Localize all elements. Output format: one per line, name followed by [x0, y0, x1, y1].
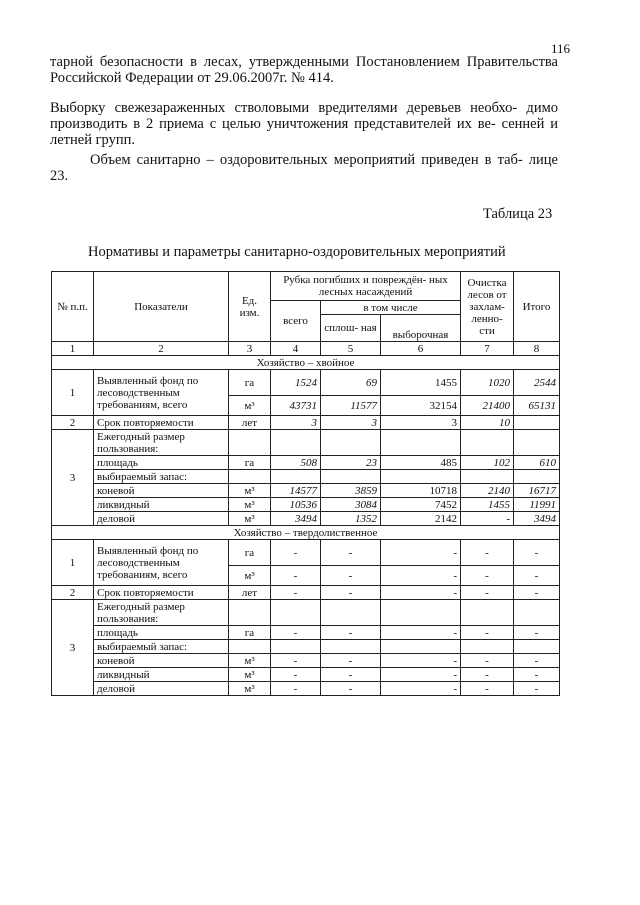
value-cell: 11991	[514, 498, 560, 512]
value-cell: -	[271, 566, 321, 586]
row-label-repeat: Срок повторяемости	[94, 416, 229, 430]
empty-cell	[514, 430, 560, 456]
value-cell: -	[514, 626, 560, 640]
column-number: 3	[229, 342, 271, 356]
value-cell: -	[271, 654, 321, 668]
value-cell: -	[514, 654, 560, 668]
value-cell: 1455	[461, 498, 514, 512]
paragraph-3: Объем санитарно – оздоровительных мероприятий приведен в таб- лице 23.	[50, 152, 558, 184]
value-cell: -	[461, 654, 514, 668]
column-number: 6	[381, 342, 461, 356]
value-cell: -	[514, 566, 560, 586]
value-cell: 508	[271, 456, 321, 470]
value-cell: 1455	[381, 370, 461, 396]
value-cell: -	[381, 566, 461, 586]
empty-cell	[514, 640, 560, 654]
table-label: Таблица 23	[483, 206, 553, 222]
norms-table	[51, 271, 560, 696]
value-cell: 16717	[514, 484, 560, 498]
value-cell: 3	[381, 416, 461, 430]
value-cell: -	[321, 626, 381, 640]
header-itogo: Итого	[514, 272, 560, 342]
row-label-repeat: Срок повторяемости	[94, 586, 229, 600]
header-total: всего	[271, 301, 321, 342]
unit-cell: га	[229, 456, 271, 470]
value-cell: -	[381, 654, 461, 668]
value-cell: -	[461, 586, 514, 600]
empty-cell	[229, 470, 271, 484]
header-felling: Рубка погибших и повреждён- ных лесных насаждений	[271, 272, 461, 301]
value-cell: 32154	[381, 396, 461, 416]
empty-cell	[461, 430, 514, 456]
unit-cell: м³	[229, 484, 271, 498]
unit-cell: м³	[229, 566, 271, 586]
row-label-volume-type: ликвидный	[94, 498, 229, 512]
value-cell: -	[514, 668, 560, 682]
row-label-volume-type: ликвидный	[94, 668, 229, 682]
value-cell: 69	[321, 370, 381, 396]
unit-cell: га	[229, 540, 271, 566]
unit-cell: га	[229, 370, 271, 396]
section-title: Хозяйство – твердолиственное	[52, 526, 560, 540]
unit-cell: м³	[229, 682, 271, 696]
value-cell: 2140	[461, 484, 514, 498]
value-cell: -	[321, 540, 381, 566]
empty-cell	[381, 640, 461, 654]
value-cell: 1020	[461, 370, 514, 396]
column-number: 8	[514, 342, 560, 356]
unit-cell: м³	[229, 668, 271, 682]
value-cell: 3	[271, 416, 321, 430]
value-cell: 3494	[271, 512, 321, 526]
header-num: № п.п.	[52, 272, 94, 342]
empty-cell	[381, 600, 461, 626]
header-selective: выборочная	[381, 315, 461, 342]
row-number: 3	[52, 600, 94, 696]
row-number: 1	[52, 370, 94, 416]
value-cell: -	[271, 682, 321, 696]
row-label-volume: выбираемый запас:	[94, 640, 229, 654]
value-cell: -	[461, 566, 514, 586]
value-cell: -	[321, 586, 381, 600]
value-cell: 7452	[381, 498, 461, 512]
row-number: 3	[52, 430, 94, 526]
value-cell: -	[461, 540, 514, 566]
header-cleanup: Очистка лесов от захлам- ленно- сти	[461, 272, 514, 342]
value-cell: 1524	[271, 370, 321, 396]
value-cell: -	[381, 682, 461, 696]
value-cell: 2142	[381, 512, 461, 526]
empty-cell	[271, 430, 321, 456]
value-cell: -	[271, 586, 321, 600]
value-cell	[514, 416, 560, 430]
header-including: в том числе	[321, 301, 461, 315]
empty-cell	[271, 470, 321, 484]
unit-cell: лет	[229, 416, 271, 430]
empty-cell	[381, 430, 461, 456]
unit-cell: м³	[229, 498, 271, 512]
value-cell: -	[271, 540, 321, 566]
value-cell: -	[461, 682, 514, 696]
table-title: Нормативы и параметры санитарно-оздоровительных мероприятий	[88, 244, 506, 260]
row-label-area: площадь	[94, 626, 229, 640]
header-unit: Ед. изм.	[229, 272, 271, 342]
value-cell: -	[321, 654, 381, 668]
value-cell: 14577	[271, 484, 321, 498]
value-cell: 21400	[461, 396, 514, 416]
section-title: Хозяйство – хвойное	[52, 356, 560, 370]
empty-cell	[461, 600, 514, 626]
unit-cell: м³	[229, 396, 271, 416]
row-label-volume-type: коневой	[94, 484, 229, 498]
empty-cell	[321, 640, 381, 654]
value-cell: 10718	[381, 484, 461, 498]
empty-cell	[461, 640, 514, 654]
empty-cell	[271, 600, 321, 626]
empty-cell	[381, 470, 461, 484]
value-cell: 3	[321, 416, 381, 430]
column-number: 2	[94, 342, 229, 356]
value-cell: -	[381, 586, 461, 600]
empty-cell	[321, 600, 381, 626]
unit-cell: га	[229, 626, 271, 640]
row-label-area: площадь	[94, 456, 229, 470]
empty-cell	[321, 470, 381, 484]
row-label-volume: выбираемый запас:	[94, 470, 229, 484]
row-label-fund: Выявленный фонд по лесоводственным требованиям, всего	[94, 370, 229, 416]
paragraph-2: Выборку свежезараженных стволовыми вредителями деревьев необхо- димо производить в 2 приема с целью уничтожения представителей их ве- сенней и летней групп.	[50, 100, 558, 148]
value-cell: 2544	[514, 370, 560, 396]
value-cell: 10	[461, 416, 514, 430]
value-cell: 102	[461, 456, 514, 470]
value-cell: -	[514, 540, 560, 566]
value-cell: -	[381, 626, 461, 640]
value-cell: 3494	[514, 512, 560, 526]
empty-cell	[229, 430, 271, 456]
page-number: 116	[551, 41, 571, 56]
row-label-annual: Ежегодный размер пользования:	[94, 600, 229, 626]
value-cell: -	[381, 668, 461, 682]
value-cell: 610	[514, 456, 560, 470]
value-cell: 3084	[321, 498, 381, 512]
value-cell: 10536	[271, 498, 321, 512]
unit-cell: лет	[229, 586, 271, 600]
column-number: 4	[271, 342, 321, 356]
unit-cell: м³	[229, 654, 271, 668]
value-cell: -	[461, 668, 514, 682]
value-cell: -	[461, 512, 514, 526]
row-label-volume-type: деловой	[94, 512, 229, 526]
unit-cell: м³	[229, 512, 271, 526]
value-cell: -	[461, 626, 514, 640]
empty-cell	[461, 470, 514, 484]
empty-cell	[271, 640, 321, 654]
row-number: 2	[52, 416, 94, 430]
empty-cell	[229, 600, 271, 626]
value-cell: -	[514, 682, 560, 696]
value-cell: 23	[321, 456, 381, 470]
row-label-volume-type: коневой	[94, 654, 229, 668]
row-label-fund: Выявленный фонд по лесоводственным требованиям, всего	[94, 540, 229, 586]
row-label-volume-type: деловой	[94, 682, 229, 696]
header-indicators: Показатели	[94, 272, 229, 342]
value-cell: -	[381, 540, 461, 566]
value-cell: -	[271, 626, 321, 640]
row-label-annual: Ежегодный размер пользования:	[94, 430, 229, 456]
paragraph-1: тарной безопасности в лесах, утвержденными Постановлением Правительства Российской Федерации от 29.06.2007г. № 414.	[50, 54, 558, 86]
value-cell: -	[271, 668, 321, 682]
value-cell: -	[321, 566, 381, 586]
value-cell: 485	[381, 456, 461, 470]
value-cell: 11577	[321, 396, 381, 416]
value-cell: 65131	[514, 396, 560, 416]
value-cell: -	[321, 682, 381, 696]
value-cell: -	[321, 668, 381, 682]
value-cell: -	[514, 586, 560, 600]
column-number: 1	[52, 342, 94, 356]
value-cell: 1352	[321, 512, 381, 526]
empty-cell	[229, 640, 271, 654]
row-number: 1	[52, 540, 94, 586]
value-cell: 43731	[271, 396, 321, 416]
column-number: 7	[461, 342, 514, 356]
empty-cell	[321, 430, 381, 456]
value-cell: 3859	[321, 484, 381, 498]
header-clear: сплош- ная	[321, 315, 381, 342]
row-number: 2	[52, 586, 94, 600]
empty-cell	[514, 600, 560, 626]
column-number: 5	[321, 342, 381, 356]
empty-cell	[514, 470, 560, 484]
